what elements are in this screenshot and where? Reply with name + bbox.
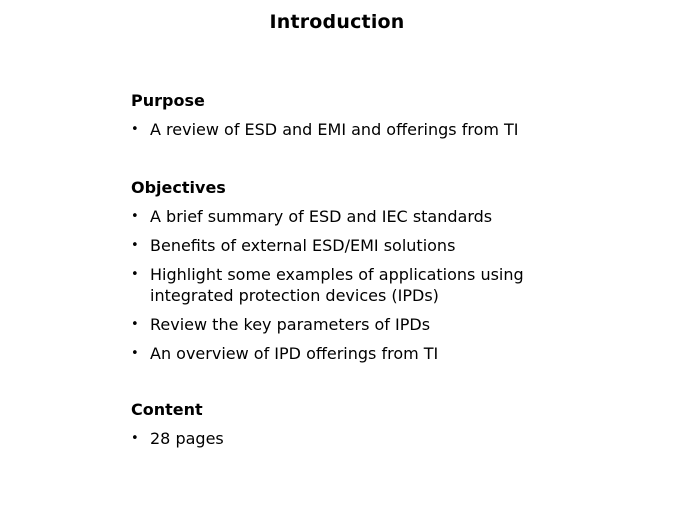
list-item	[131, 428, 591, 449]
bullet-icon: •	[131, 267, 139, 282]
list-item	[131, 119, 591, 140]
list-item-text: A brief summary of ESD and IEC standards	[150, 207, 493, 226]
list-item-text: Highlight some examples of applications using integrated protection devices (IPDs)	[150, 265, 524, 305]
bullet-icon: •	[131, 431, 139, 446]
section-heading-objectives: Objectives	[131, 178, 226, 197]
list-item	[131, 235, 591, 256]
bullet-icon: •	[131, 317, 139, 332]
bullet-list-objectives	[131, 206, 591, 364]
section-purpose	[131, 91, 591, 140]
bullet-icon: •	[131, 209, 139, 224]
list-item-text: 28 pages	[150, 429, 224, 448]
list-item	[131, 264, 591, 306]
list-item-text: An overview of IPD offerings from TI	[150, 344, 439, 363]
list-item-text: A review of ESD and EMI and offerings from TI	[150, 120, 519, 139]
bullet-icon: •	[131, 122, 139, 137]
section-heading-purpose: Purpose	[131, 91, 205, 110]
list-item	[131, 314, 591, 335]
bullet-list-purpose	[131, 119, 591, 140]
section-content	[131, 400, 591, 449]
list-item	[131, 343, 591, 364]
bullet-icon: •	[131, 238, 139, 253]
bullet-icon: •	[131, 346, 139, 361]
slide-title: Introduction	[269, 11, 405, 33]
section-objectives	[131, 178, 591, 364]
list-item	[131, 206, 591, 227]
section-heading-content: Content	[131, 400, 203, 419]
list-item-text: Review the key parameters of IPDs	[150, 315, 431, 334]
bullet-list-content	[131, 428, 591, 449]
list-item-text: Benefits of external ESD/EMI solutions	[150, 236, 456, 255]
